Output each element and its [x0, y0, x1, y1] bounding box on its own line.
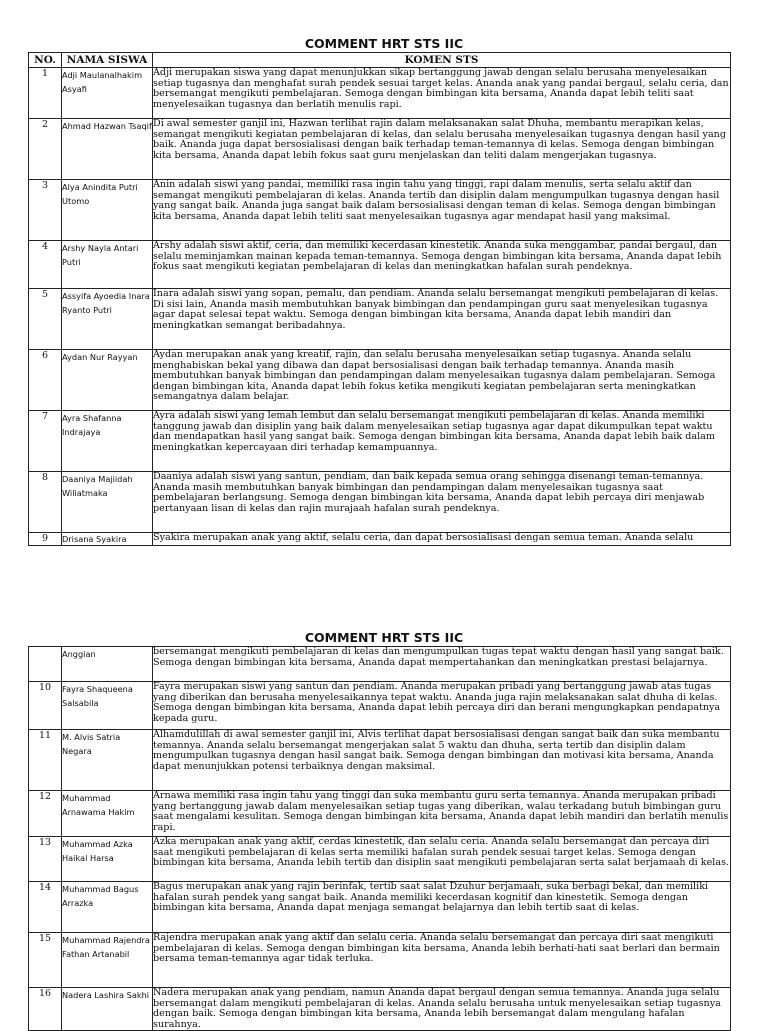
student-name: Arshy Nayla Antari Putri — [62, 241, 153, 289]
row-number: 1 — [29, 68, 62, 119]
student-name: Anggian — [62, 647, 153, 682]
student-comment: Arshy adalah siswi aktif, ceria, dan memiliki kecerdasan kinestetik. Ananda suka menggambar, pandai bergaul, dan selalu meminjamkan mainan kepada teman-temannya. Semoga dengan bimbingan kita bersama, Ananda dapat lebih fokus saat mengikuti kegiatan pembelajaran di kelas dan meningkatkan hafalan surah pendeknya. — [153, 241, 731, 289]
row-number: 13 — [29, 837, 62, 882]
table-row — [29, 882, 731, 933]
student-comment: Fayra merupakan siswi yang santun dan pendiam. Ananda merupakan pribadi yang bertanggung jawab atas tugas yang diberikan dan berusaha menyelesaikannya tepat waktu. Ananda juga rajin melaksanakan salat dhuha di kelas. Semoga dengan bimbingan kita bersama, Ananda dapat lebih percaya diri dan berani mengungkapkan pendapatnya kepada guru. — [153, 682, 731, 730]
table-row — [29, 472, 731, 533]
row-number: 8 — [29, 472, 62, 533]
table-row — [29, 289, 731, 350]
student-name: Adji Maulanalhakim Asyafi — [62, 68, 153, 119]
table-row — [29, 647, 731, 682]
row-number: 4 — [29, 241, 62, 289]
student-name: Assyifa Ayoedia Inara Ryanto Putri — [62, 289, 153, 350]
student-comment: Aydan merupakan anak yang kreatif, rajin, dan selalu berusaha menyelesaikan setiap tugasnya. Ananda selalu menghabiskan bekal yang dibawa dan dapat bersosialisasi dengan baik terhadap temannya. Ananda masih membutuhkan banyak bimbingan dan pendampingan dalam menyelesaikan tugasnya dalam pembelajaran. Semoga dengan bimbingan kita, Ananda dapat lebih fokus ketika mengikuti kegiatan pembelajaran serta meningkatkan semangatnya dalam belajar. — [153, 350, 731, 411]
student-comment: bersemangat mengikuti pembelajaran di kelas dan mengumpulkan tugas tepat waktu dengan hasil yang sangat baik. Semoga dengan bimbingan kita bersama, Ananda dapat mempertahankan dan meningkatkan prestasi belajarnya. — [153, 647, 731, 682]
row-number: 3 — [29, 180, 62, 241]
student-comment: Bagus merupakan anak yang rajin berinfak, tertib saat salat Dzuhur berjamaah, suka berbagi bekal, dan memiliki hafalan surah pendek yang sangat baik. Ananda memiliki kecerdasan kognitif dan kinestetik. Semoga dengan bimbingan kita bersama, Ananda dapat menjaga semangat belajarnya dan lebih tertib saat di kelas. — [153, 882, 731, 933]
row-number: 10 — [29, 682, 62, 730]
table-row — [29, 988, 731, 1031]
student-comment: Inara adalah siswi yang sopan, pemalu, dan pendiam. Ananda selalu bersemangat mengikuti pembelajaran di kelas. Di sisi lain, Ananda masih membutuhkan banyak bimbingan dan pendampingan guru saat menyelesikan tugasnya agar dapat selesai tepat waktu. Semoga dengan bimbingan kita bersama, Ananda dapat lebih mandiri dan meningkatkan semangat beribadahnya. — [153, 289, 731, 350]
student-name: Alya Anindita Putri Utomo — [62, 180, 153, 241]
student-name: Daaniya Majiidah Wiliatmaka — [62, 472, 153, 533]
student-name: Aydan Nur Rayyan — [62, 350, 153, 411]
row-number: 16 — [29, 988, 62, 1031]
student-comment: Daaniya adalah siswi yang santun, pendiam, dan baik kepada semua orang sehingga disenangi teman-temannya. Ananda masih membutuhkan banyak bimbingan dan pendampingan dalam menyelesaikan tugasnya saat pembelajaran berlangsung. Semoga dengan bimbingan kita bersama, Ananda dapat lebih percaya diri menjawab pertanyaan lisan di kelas dan rajin murajaah hafalan surah pendeknya. — [153, 472, 731, 533]
row-number: 6 — [29, 350, 62, 411]
student-comment-table — [28, 52, 731, 546]
table-row — [29, 730, 731, 791]
page-title: COMMENT HRT STS IIC — [304, 36, 464, 51]
student-name: Ayra Shafanna Indrajaya — [62, 411, 153, 472]
row-number: 5 — [29, 289, 62, 350]
student-name: Muhammad Azka Haikal Harsa — [62, 837, 153, 882]
row-number: 12 — [29, 791, 62, 837]
student-name: M. Alvis Satria Negara — [62, 730, 153, 791]
table-row — [29, 180, 731, 241]
row-number: 2 — [29, 119, 62, 180]
student-name: Nadera Lashira Sakhi — [62, 988, 153, 1031]
student-comment: Adji merupakan siswa yang dapat menunjukkan sikap bertanggung jawab dengan selalu berusaha menyelesaikan setiap tugasnya dan menghafat surah pendek sesuai target kelas. Ananda anak yang pandai bergaul, selalu ceria, dan bersemangat mengikuti pembelajaran. Semoga dengan bimbingan kita bersama, Ananda dapat lebih teliti saat menyelesaikan tugasnya dan berlatih menulis rapi. — [153, 68, 731, 119]
row-number: 11 — [29, 730, 62, 791]
row-number: 7 — [29, 411, 62, 472]
table-row — [29, 119, 731, 180]
student-comment: Arnawa memiliki rasa ingin tahu yang tinggi dan suka membantu guru serta temannya. Ananda merupakan pribadi yang bertanggung jawab dalam menyelesaikan setiap tugas yang diberikan, walau terkadang butuh bimbingan guru saat mengalami kesulitan. Semoga dengan bimbingan kita bersama, Ananda dapat lebih mandiri dan berlatih menulis rapi. — [153, 791, 731, 837]
student-name: Muhammad Bagus Arrazka — [62, 882, 153, 933]
student-comment: Nadera merupakan anak yang pendiam, namun Ananda dapat bergaul dengan semua temannya. Ananda juga selalu bersemangat dalam mengikuti pembelajaran di kelas. Ananda selalu berusaha untuk menyelesaikan setiap tugasnya dengan baik. Semoga dengan bimbingan kita bersama, Ananda lebih bersemangat dalam mengulang hafalan surahnya. — [153, 988, 731, 1031]
student-comment: Ayra adalah siswi yang lemah lembut dan selalu bersemangat mengikuti pembelajaran di kelas. Ananda memiliki tanggung jawab dan disiplin yang baik dalam menyelesaikan setiap tugasnya agar dapat dikumpulkan tepat waktu dan mendapatkan hasil yang sangat baik. Semoga dengan bimbingan kita bersama, Ananda dapat lebih baik dalam meningkatkan kepercayaan diri terhadap kemampuannya. — [153, 411, 731, 472]
table-row — [29, 350, 731, 411]
table-row — [29, 837, 731, 882]
page-one — [0, 36, 768, 546]
header-no: NO. — [29, 53, 62, 68]
row-number: 9 — [29, 533, 62, 546]
table-row — [29, 241, 731, 289]
row-number — [29, 647, 62, 682]
header-student-name: NAMA SISWA — [62, 53, 153, 68]
table-row — [29, 411, 731, 472]
student-comment: Di awal semester ganjil ini, Hazwan terlihat rajin dalam melaksanakan salat Dhuha, membantu merapikan kelas, semangat mengikuti kegiatan pembelajaran di kelas, dan selalu berusaha menyelesaikan tugasnya dengan hasil yang baik. Ananda juga dapat bersosialisasi dengan baik terhadap teman-temannya di kelas. Semoga dengan bimbingan kita bersama, Ananda dapat lebih fokus saat guru menjelaskan dan teliti dalam mengerjakan tugasnya. — [153, 119, 731, 180]
table-row — [29, 682, 731, 730]
page-two — [0, 630, 768, 1031]
table-row — [29, 533, 731, 546]
table-header-row — [29, 53, 731, 68]
student-comment: Syakira merupakan anak yang aktif, selalu ceria, dan dapat bersosialisasi dengan semua teman. Ananda selalu — [153, 533, 731, 546]
student-name: Muhammad Arnawama Hakim — [62, 791, 153, 837]
student-name: Drisana Syakira — [62, 533, 153, 546]
student-name: Ahmad Hazwan Tsaqif — [62, 119, 153, 180]
student-comment: Anin adalah siswi yang pandai, memiliki rasa ingin tahu yang tinggi, rapi dalam menulis, serta selalu aktif dan semangat mengikuti pembelajaran di kelas. Ananda tertib dan disiplin dalam mengumpulkan tugasnya dengan hasil yang sangat baik. Ananda juga sangat baik dalam bersosialisasi dengan teman di kelas. Semoga dengan bimbingan kita bersama, Ananda dapat lebih teliti saat menyelesaikan tugasnya agar mendapat hasil yang maksimal. — [153, 180, 731, 241]
student-comment: Azka merupakan anak yang aktif, cerdas kinestetik, dan selalu ceria. Ananda selalu bersemangat dan percaya diri saat mengikuti pembelajaran di kelas serta memiliki hafalan surah pendek sesuai target kelas. Semoga dengan bimbingan kita bersama, Ananda lebih tertib dan disiplin saat mengikuti pembelajaran serta salat berjamaah di kelas. — [153, 837, 731, 882]
student-comment: Rajendra merupakan anak yang aktif dan selalu ceria. Ananda selalu bersemangat dan percaya diri saat mengikuti pembelajaran di kelas. Semoga dengan bimbingan kita bersama, Ananda lebih berhati-hati saat berlari dan bermain bersama teman-temannya agar tidak terluka. — [153, 933, 731, 988]
table-row — [29, 68, 731, 119]
student-comment: Alhamdulillah di awal semester ganjil ini, Alvis terlihat dapat bersosialisasi dengan sangat baik dan suka membantu temannya. Ananda selalu bersemangat mengerjakan salat 5 waktu dan dhuha, serta tertib dan disiplin dalam mengumpulkan tugasnya dengan hasil sangat baik. Semoga dengan bimbingan dan motivasi kita bersama, Ananda dapat menunjukkan potensi terbaiknya dengan maksimal. — [153, 730, 731, 791]
table-row — [29, 791, 731, 837]
student-name: Muhammad Rajendra Fathan Artanabil — [62, 933, 153, 988]
row-number: 14 — [29, 882, 62, 933]
header-comment: KOMEN STS — [153, 53, 731, 68]
student-comment-table-continued — [28, 646, 731, 1031]
row-number: 15 — [29, 933, 62, 988]
page-title: COMMENT HRT STS IIC — [304, 630, 464, 645]
table-row — [29, 933, 731, 988]
student-name: Fayra Shaqueena Salsabila — [62, 682, 153, 730]
